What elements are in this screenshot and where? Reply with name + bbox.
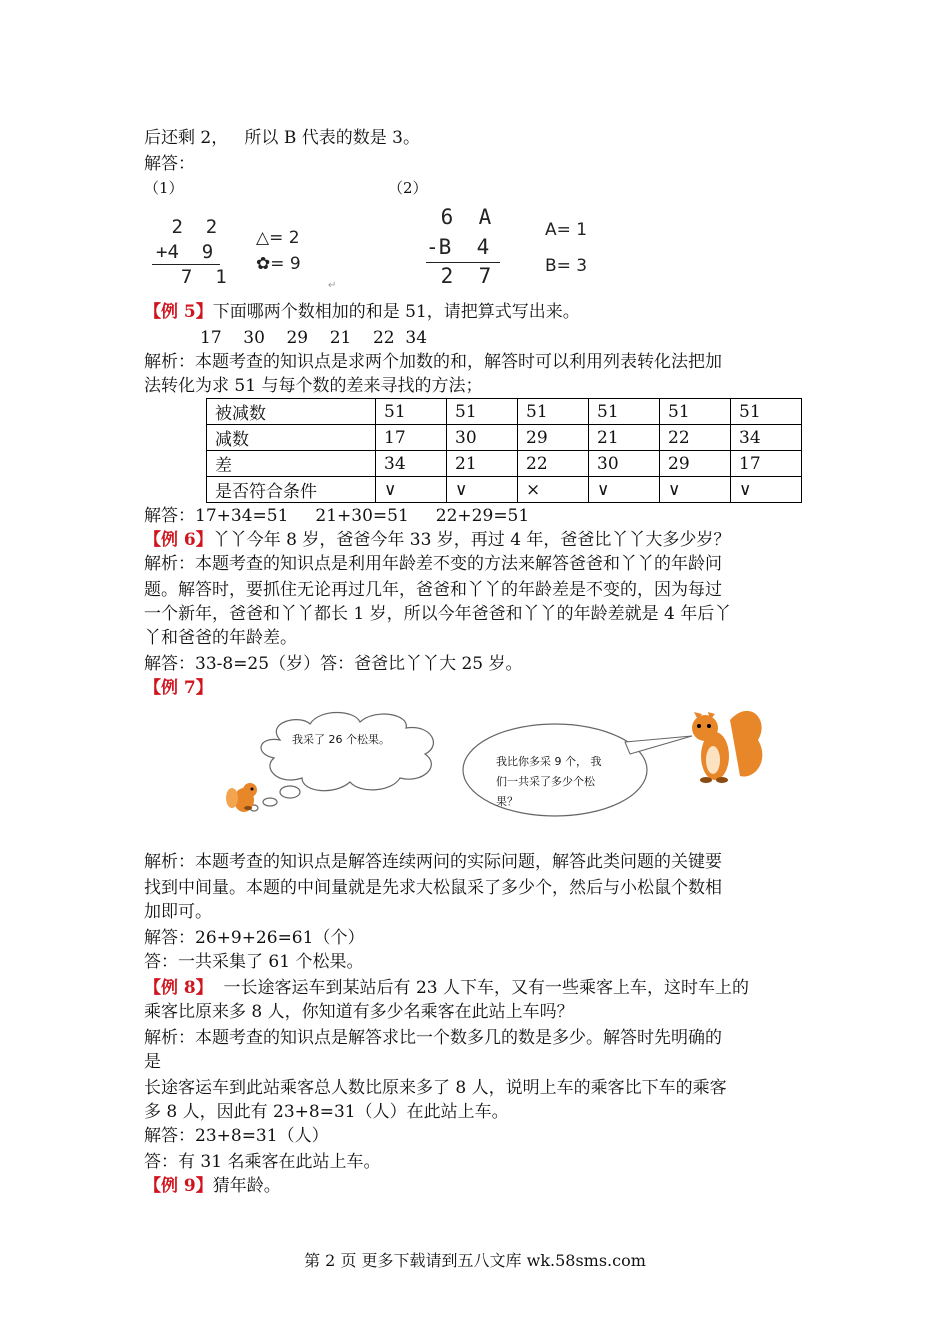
example-8-tag: 【例 8】 — [144, 978, 213, 998]
right-bubble-text-2: 们一共采了多少个松 — [496, 775, 595, 788]
table-cell: 51 — [376, 399, 447, 425]
table-cell: 30 — [447, 425, 518, 451]
calc2-row2: -B 4 — [426, 235, 490, 259]
a-answer: A= 1 — [545, 220, 588, 240]
table-cell: × — [518, 477, 589, 503]
example-7-tag: 【例 7】 — [144, 678, 213, 698]
table-row-header: 减数 — [207, 425, 376, 451]
return-mark: ↵ — [328, 280, 337, 291]
triangle-answer: △= 2 — [256, 228, 300, 248]
calc2-row1: 6 A — [428, 205, 492, 229]
table-cell: 34 — [731, 425, 802, 451]
table-cell: 29 — [518, 425, 589, 451]
example-7-analysis-3: 加即可。 — [144, 902, 212, 922]
example-5-analysis-2: 法转化为求 51 与每个数的差来寻找的方法； — [144, 376, 483, 396]
example-5-numbers: 17 30 29 21 22 34 — [200, 328, 428, 348]
page-footer: 第 2 页 更多下载请到五八文库 wk.58sms.com — [304, 1251, 646, 1270]
example-8-answer-1: 解答：23+8=31（人） — [144, 1126, 329, 1146]
table-row-header: 是否符合条件 — [207, 477, 376, 503]
example-6-analysis-1: 解析：本题考查的知识点是利用年龄差不变的方法来解答爸爸和丫丫的年龄问 — [144, 554, 722, 574]
table-cell: 51 — [731, 399, 802, 425]
table-cell: 51 — [589, 399, 660, 425]
example-7-answer-2: 答：一共采集了 61 个松果。 — [144, 952, 364, 972]
table-row-header: 被减数 — [207, 399, 376, 425]
example-8-analysis-4: 多 8 人，因此有 23+8=31（人）在此站上车。 — [144, 1102, 509, 1122]
example-8-analysis-1: 解析：本题考查的知识点是解答求比一个数多几的数是多少。解答时先明确的 — [144, 1028, 722, 1048]
left-bubble-text: 我采了 26 个松果。 — [292, 733, 390, 746]
example-8-question-1: 【例 8】 一长途客运车到某站后有 23 人下车，又有一些乘客上车，这时车上的 — [144, 978, 749, 998]
table-cell: 30 — [589, 451, 660, 477]
example-5-question: 【例 5】下面哪两个数相加的和是 51，请把算式写出来。 — [144, 302, 580, 322]
example-6-tag: 【例 6】 — [144, 530, 213, 550]
example-8-analysis-2: 是 — [144, 1052, 161, 1072]
example-5-answer: 解答：17+34=51 21+30=51 22+29=51 — [144, 506, 530, 526]
table-row — [207, 451, 802, 477]
big-squirrel — [692, 711, 762, 783]
right-bubble-text-1: 我比你多采 9 个， 我 — [496, 755, 602, 768]
example-6-analysis-4: 丫和爸爸的年龄差。 — [144, 628, 297, 648]
example-6-question: 【例 6】丫丫今年 8 岁，爸爸今年 33 岁，再过 4 年，爸爸比丫丫大多少岁？ — [144, 530, 731, 550]
calc2-rule — [426, 262, 500, 263]
table-cell: 22 — [518, 451, 589, 477]
table-row-header: 差 — [207, 451, 376, 477]
left-thought-cloud — [250, 713, 433, 812]
example-8-analysis-3: 长途客运车到此站乘客总人数比原来多了 8 人，说明上车的乘客比下车的乘客 — [144, 1078, 727, 1098]
example-6-analysis-2: 题。解答时，要抓住无论再过几年，爸爸和丫丫的年龄差是不变的，因为每过 — [144, 580, 722, 600]
text-line: 解答： — [144, 154, 195, 174]
calc2-row3: 2 7 — [428, 264, 492, 288]
table-cell: 51 — [660, 399, 731, 425]
table-row — [207, 399, 802, 425]
example-6-analysis-3: 一个新年，爸爸和丫丫都长 1 岁，所以今年爸爸和丫丫的年龄差就是 4 年后丫 — [144, 604, 732, 624]
table-cell: 17 — [376, 425, 447, 451]
example-7-analysis-2: 找到中间量。本题的中间量就是先求大松鼠采了多少个，然后与小松鼠个数相 — [144, 878, 722, 898]
table-cell: ∨ — [447, 477, 518, 503]
right-bubble-text-3: 果？ — [496, 795, 518, 808]
part-label-1: （1） — [144, 179, 184, 197]
table-row — [207, 477, 802, 503]
example-8-answer-2: 答：有 31 名乘客在此站上车。 — [144, 1152, 381, 1172]
table-cell: 34 — [376, 451, 447, 477]
b-answer: B= 3 — [545, 256, 588, 276]
table-cell: 21 — [447, 451, 518, 477]
calc1-rule — [152, 264, 220, 265]
table-row — [207, 425, 802, 451]
example-7-answer-1: 解答：26+9+26=61（个） — [144, 928, 365, 948]
example-9-tag: 【例 9】 — [144, 1176, 213, 1196]
table-cell: ∨ — [376, 477, 447, 503]
text-line: 后还剩 2， 所以 B 代表的数是 3。 — [144, 128, 420, 148]
table-cell: 51 — [447, 399, 518, 425]
example-5-analysis-1: 解析：本题考查的知识点是求两个加数的和，解答时可以利用列表转化法把加 — [144, 352, 722, 372]
table-cell: 17 — [731, 451, 802, 477]
calc1-row1: 2 2 — [160, 216, 218, 238]
example-8-question-2: 乘客比原来多 8 人，你知道有多少名乘客在此站上车吗？ — [144, 1002, 574, 1022]
table-cell: 29 — [660, 451, 731, 477]
subtraction-table — [206, 398, 802, 503]
table-cell: ∨ — [731, 477, 802, 503]
calc1-row2: +4 9 — [156, 241, 214, 263]
squirrel-illustration — [210, 700, 770, 840]
example-5-tag: 【例 5】 — [144, 302, 213, 322]
table-cell: 22 — [660, 425, 731, 451]
example-9-question: 【例 9】猜年龄。 — [144, 1176, 281, 1196]
flower-answer: ✿= 9 — [256, 254, 301, 274]
table-cell: 21 — [589, 425, 660, 451]
example-7-analysis-1: 解析：本题考查的知识点是解答连续两问的实际问题，解答此类问题的关键要 — [144, 852, 722, 872]
part-label-2: （2） — [388, 179, 428, 197]
example-6-answer: 解答：33-8=25（岁）答：爸爸比丫丫大 25 岁。 — [144, 654, 523, 674]
table-cell: ∨ — [660, 477, 731, 503]
table-cell: ∨ — [589, 477, 660, 503]
calc1-row3: 7 1 — [158, 266, 227, 288]
table-cell: 51 — [518, 399, 589, 425]
